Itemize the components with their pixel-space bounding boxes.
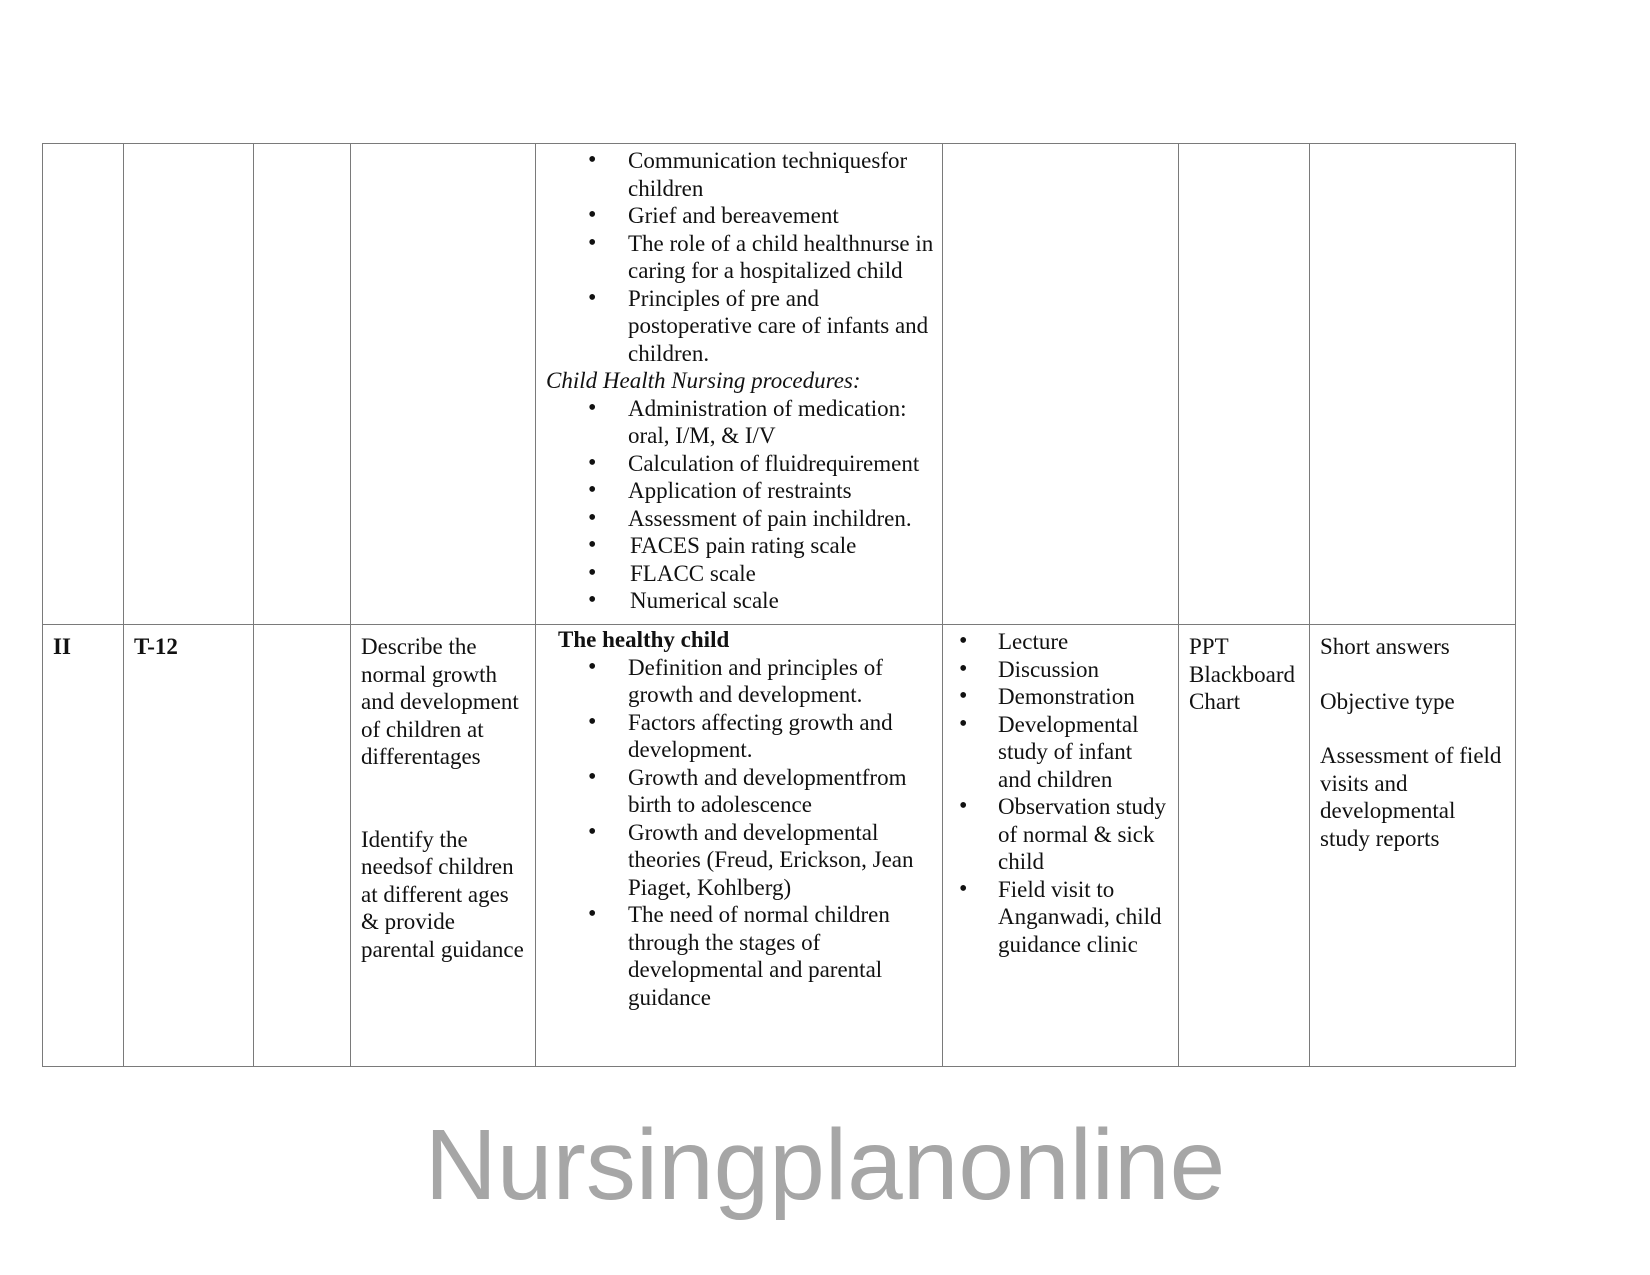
list-item: • Lecture — [953, 628, 1168, 656]
list-item: • Grief and bereavement — [546, 202, 936, 230]
list-item: • The role of a child healthnurse in caring for a hospitalized child — [546, 230, 936, 285]
time-cell — [124, 144, 254, 625]
spacer — [1320, 715, 1505, 742]
objectives-cell — [351, 625, 536, 1067]
list-item: • Factors affecting growth and development. — [546, 709, 936, 764]
list-item: • FLACC scale — [546, 560, 936, 588]
list-item: • Discussion — [953, 656, 1168, 684]
list-item: • Growth and developmentfrom birth to adolescence — [546, 764, 936, 819]
evaluation-cell — [1310, 625, 1516, 1067]
evaluation-item: Assessment of field visits and developmental study reports — [1320, 743, 1502, 851]
list-item: • Calculation of fluidrequirement — [546, 450, 936, 478]
methods-list — [953, 628, 1168, 958]
spacer — [1320, 661, 1505, 688]
aid-item: PPT — [1189, 634, 1229, 659]
watermark-text: Nursingplanonline — [424, 1109, 1226, 1221]
objectives-cell — [351, 144, 536, 625]
evaluation-cell — [1310, 144, 1516, 625]
table-row — [43, 625, 1516, 1067]
list-item: • FACES pain rating scale — [546, 532, 936, 560]
list-item: • Developmental study of infant and children — [953, 711, 1168, 794]
list-item: • Administration of medication: oral, I/M, & I/V — [546, 395, 936, 450]
content-heading: The healthy child — [558, 627, 730, 652]
list-item: • Communication techniquesfor children — [546, 147, 936, 202]
list-item: • Demonstration — [953, 683, 1168, 711]
objective-text: Identify the needsof children at different ages & provide parental guidance — [361, 826, 524, 962]
list-item: • The need of normal children through the stages of developmental and parental guidance — [546, 901, 936, 1011]
list-item: • Assessment of pain inchildren. — [546, 505, 936, 533]
content-cell — [536, 625, 943, 1067]
list-item: • Growth and developmental theories (Freud, Erickson, Jean Piaget, Kohlberg) — [546, 819, 936, 902]
aids-cell — [1179, 625, 1310, 1067]
empty-cell — [254, 144, 351, 625]
procedures-subheading: Child Health Nursing procedures: — [546, 368, 861, 393]
methods-cell — [943, 625, 1179, 1067]
methods-cell — [943, 144, 1179, 625]
aids-cell — [1179, 144, 1310, 625]
list-item: • Definition and principles of growth and development. — [546, 654, 936, 709]
list-item: • Field visit to Anganwadi, child guidance clinic — [953, 876, 1168, 959]
unit-cell — [43, 144, 124, 625]
unit-cell: II — [43, 625, 124, 1067]
list-item: • Principles of pre and postoperative care of infants and children. — [546, 285, 936, 368]
pain-scales-list — [546, 532, 936, 615]
evaluation-item: Objective type — [1320, 688, 1455, 714]
table-row — [43, 144, 1516, 625]
list-item: • Application of restraints — [546, 477, 936, 505]
procedures-list — [546, 395, 936, 533]
syllabus-table — [42, 143, 1516, 1067]
content-list — [546, 147, 936, 367]
objective-text: Describe the normal growth and development of children at differentages — [361, 634, 519, 769]
empty-cell — [254, 625, 351, 1067]
aid-item: Blackboard — [1189, 661, 1296, 687]
list-item: • Observation study of normal & sick child — [953, 793, 1168, 876]
aid-item: Chart — [1189, 689, 1241, 714]
content-cell — [536, 144, 943, 625]
time-cell: T-12 — [124, 625, 254, 1067]
list-item: • Numerical scale — [546, 587, 936, 615]
evaluation-item: Short answers — [1320, 634, 1450, 659]
content-list — [546, 654, 936, 1012]
spacer — [361, 771, 525, 826]
